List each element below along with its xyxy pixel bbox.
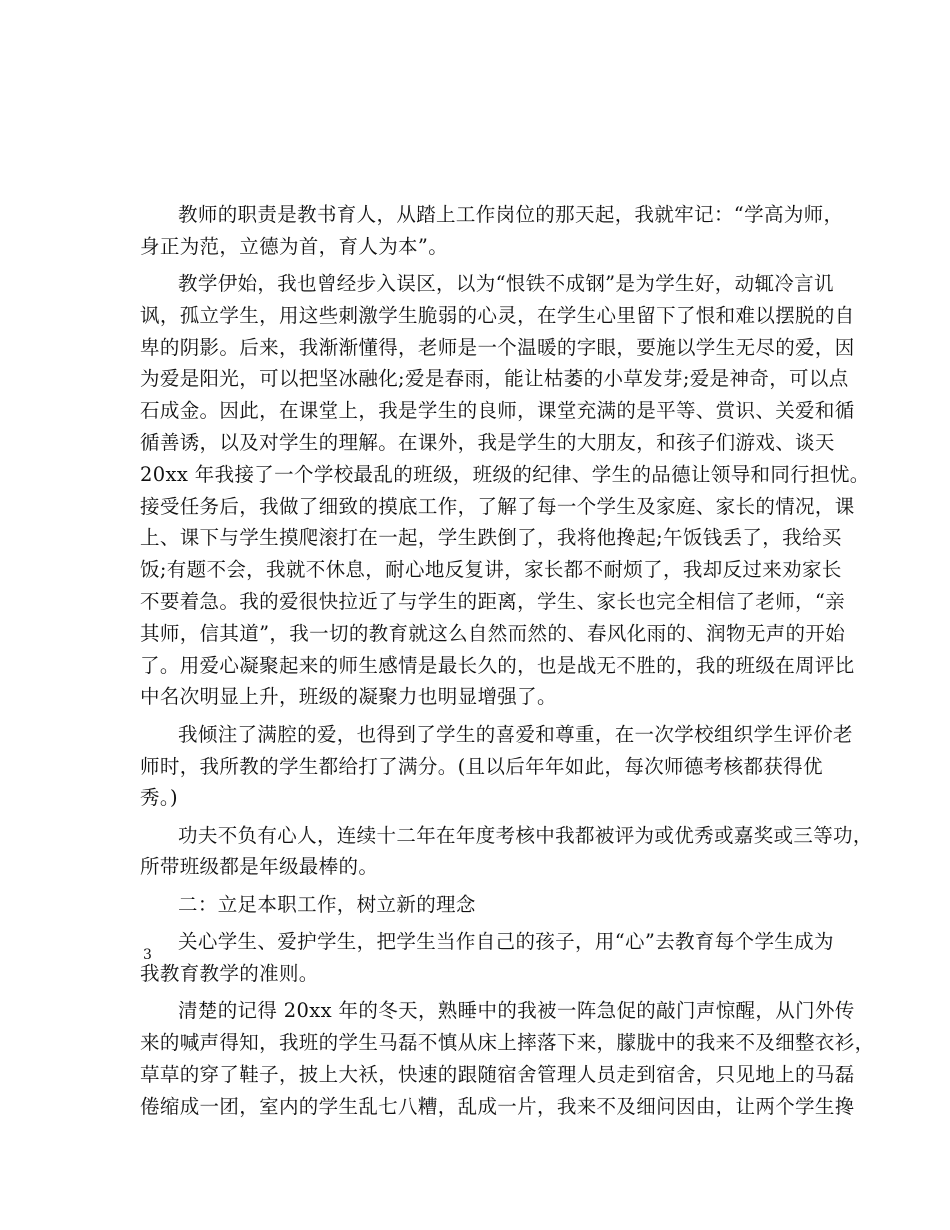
text-line: 不要着急。我的爱很快拉近了与学生的距离，学生、家长也完全相信了老师，“亲: [140, 590, 846, 614]
document-body: [140, 199, 875, 1122]
text-line: 上、课下与学生摸爬滚打在一起，学生跌倒了，我将他搀起;午饭钱丢了，我给买: [140, 526, 842, 550]
paragraph: [140, 719, 860, 814]
text-line: 清楚的记得 20xx 年的冬天，熟睡中的我被一阵急促的敲门声惊醒，从门外传: [178, 999, 855, 1023]
paragraph: [140, 268, 870, 713]
text-line: 教师的职责是教书育人，从踏上工作岗位的那天起，我就牢记：“学高为师，: [178, 203, 844, 226]
text-line: 关心学生、爱护学生，把学生当作自己的孩子，用“心”去教育每个学生成为: [178, 930, 834, 954]
text-line: 草草的穿了鞋子，披上大袄，快速的跟随宿舍管理人员走到宿舍，只见地上的马磊: [140, 1062, 855, 1086]
text-line: 我教育教学的准则。: [140, 961, 319, 985]
text-line: 功夫不负有心人，连续十二年在年度考核中我都被评为或优秀或嘉奖或三等功，: [178, 823, 873, 847]
page-number: 3: [143, 947, 152, 963]
text-line: 秀。): [140, 786, 178, 810]
text-line: 师时，我所教的学生都给打了满分。(且以后年年如此，每次师德考核都获得优: [140, 754, 823, 778]
text-line: 所带班级都是年级最棒的。: [140, 855, 379, 879]
text-line: 倦缩成一团，室内的学生乱七八糟，乱成一片，我来不及细问因由，让两个学生搀: [140, 1094, 855, 1118]
text-line: 接受任务后，我做了细致的摸底工作，了解了每一个学生及家庭、家长的情况，课: [140, 494, 855, 518]
text-line: 中名次明显上升，班级的凝聚力也明显增强了。: [140, 685, 557, 709]
text-line: 20xx 年我接了一个学校最乱的班级，班级的纪律、学生的品德让领导和同行担忧。: [140, 462, 870, 486]
paragraph: [140, 995, 875, 1122]
text-line: 教学伊始，我也曾经步入误区，以为“恨铁不成钢”是为学生好，动辄冷言讥: [178, 272, 834, 296]
paragraph: [140, 926, 860, 990]
paragraph: [140, 199, 860, 263]
text-line: 其师，信其道”，我一切的教育就这么自然而然的、春风化雨的、润物无声的开始: [140, 621, 846, 645]
paragraph: [140, 889, 860, 921]
text-line: 二：立足本职工作，树立新的理念: [178, 892, 476, 916]
text-line: 了。用爱心凝聚起来的师生感情是最长久的，也是战无不胜的，我的班级在周评比: [140, 653, 855, 677]
text-line: 为爱是阳光，可以把坚冰融化;爱是春雨，能让枯萎的小草发芽;爱是神奇，可以点: [140, 367, 849, 391]
text-line: 循善诱，以及对学生的理解。在课外，我是学生的大朋友，和孩子们游戏、谈天: [140, 431, 835, 455]
text-line: 饭;有题不会，我就不休息，耐心地反复讲，家长都不耐烦了，我却反过来劝家长: [140, 558, 842, 582]
text-line: 讽，孤立学生，用这些刺激学生脆弱的心灵，在学生心里留下了恨和难以摆脱的自: [140, 303, 855, 327]
text-line: 卑的阴影。后来，我渐渐懂得，老师是一个温暖的字眼，要施以学生无尽的爱，因: [140, 335, 855, 359]
text-line: 我倾注了满腔的爱，也得到了学生的喜爱和尊重，在一次学校组织学生评价老: [178, 722, 853, 746]
text-line: 来的喊声得知，我班的学生马磊不慎从床上摔落下来，朦胧中的我来不及细整衣衫，: [140, 1030, 875, 1054]
paragraph: [140, 820, 873, 884]
text-line: 身正为范，立德为首，育人为本”。: [140, 234, 449, 258]
text-line: 石成金。因此，在课堂上，我是学生的良师，课堂充满的是平等、赏识、关爱和循: [140, 399, 855, 423]
